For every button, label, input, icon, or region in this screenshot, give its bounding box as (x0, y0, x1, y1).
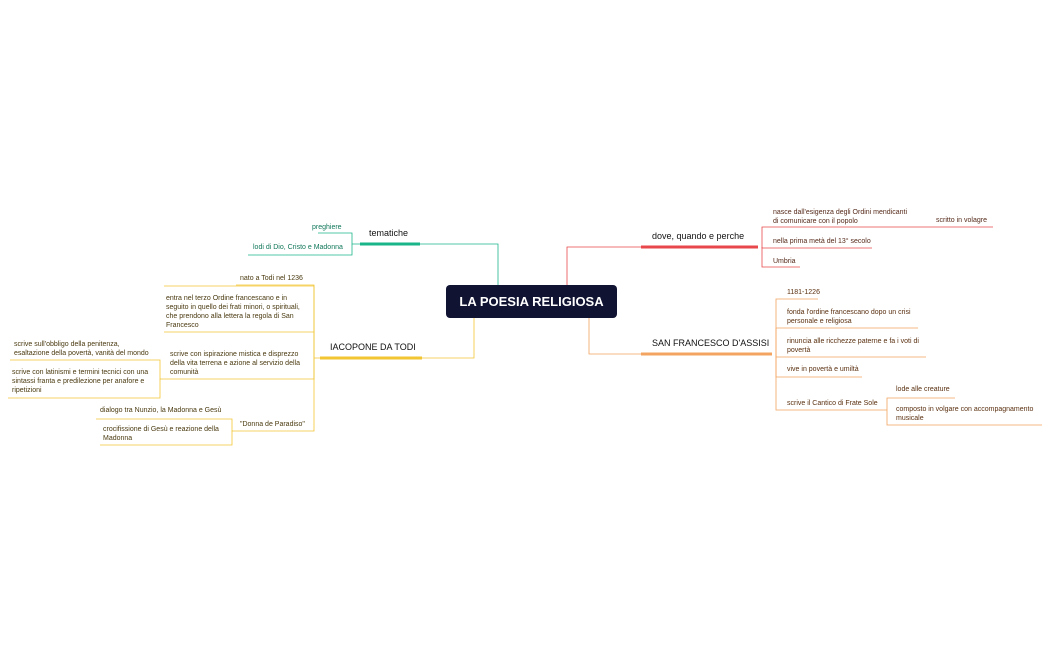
branch-tematiche[interactable]: tematiche (369, 228, 409, 238)
node-cantico[interactable]: scrive il Cantico di Frate Sole (787, 400, 878, 407)
node-composto-volgare[interactable]: composto in volgare con accompagnamento musicale (896, 406, 1034, 422)
node-preghiere[interactable]: preghiere (312, 224, 342, 231)
node-lodi[interactable]: lodi di Dio, Cristo e Madonna (253, 244, 343, 251)
node-dialogo[interactable]: dialogo tra Nunzio, la Madonna e Gesù (100, 407, 222, 414)
branch-dove-quando-perche[interactable]: dove, quando e perche (652, 231, 745, 241)
node-ispirazione-mistica[interactable]: scrive con ispirazione mistica e disprezzo della vita terrena e azione al servizio della comunità (170, 351, 300, 376)
branch-iacopone[interactable]: IACOPONE DA TODI (330, 342, 416, 352)
node-crocifissione[interactable]: crocifissione di Gesù e reazione della Madonna (103, 426, 219, 442)
node-fonda-ordine[interactable]: fonda l'ordine francescano dopo un crisi personale e religiosa (787, 309, 911, 325)
root-node[interactable]: LA POESIA RELIGIOSA (446, 285, 617, 318)
node-scritto-volgare[interactable]: scritto in volagre (936, 217, 987, 224)
node-lode-creature[interactable]: lode alle creature (896, 386, 950, 393)
node-rinuncia[interactable]: rinuncia alle ricchezze paterne e fa i voti di povertà (787, 338, 919, 354)
node-date[interactable]: 1181-1226 (787, 289, 820, 296)
node-umbria[interactable]: Umbria (773, 258, 796, 265)
node-nasce[interactable]: nasce dall'esigenza degli Ordini mendicanti di comunicare con il popolo (773, 209, 908, 225)
node-penitenza[interactable]: scrive sull'obbligo della penitenza, esaltazione della povertà, vanità del mondo (14, 341, 149, 357)
node-entra-ordine[interactable]: entra nel terzo Ordine francescano e in seguito in quello dei frati minori, o spirituali, che prendono alla lettera la regola di San Francesco (166, 295, 300, 329)
node-latinismi[interactable]: scrive con latinismi e termini tecnici con una sintassi franta e predilezione per anafore e ripetizioni (12, 369, 149, 394)
node-donna-de-paradiso[interactable]: "Donna de Paradiso" (240, 421, 305, 428)
node-prima-meta[interactable]: nella prima metà del 13° secolo (773, 238, 871, 245)
node-vive-poverta[interactable]: vive in povertà e umiltà (787, 366, 859, 373)
node-nato-todi[interactable]: nato a Todi nel 1236 (240, 275, 303, 282)
branch-san-francesco[interactable]: SAN FRANCESCO D'ASSISI (652, 338, 770, 348)
